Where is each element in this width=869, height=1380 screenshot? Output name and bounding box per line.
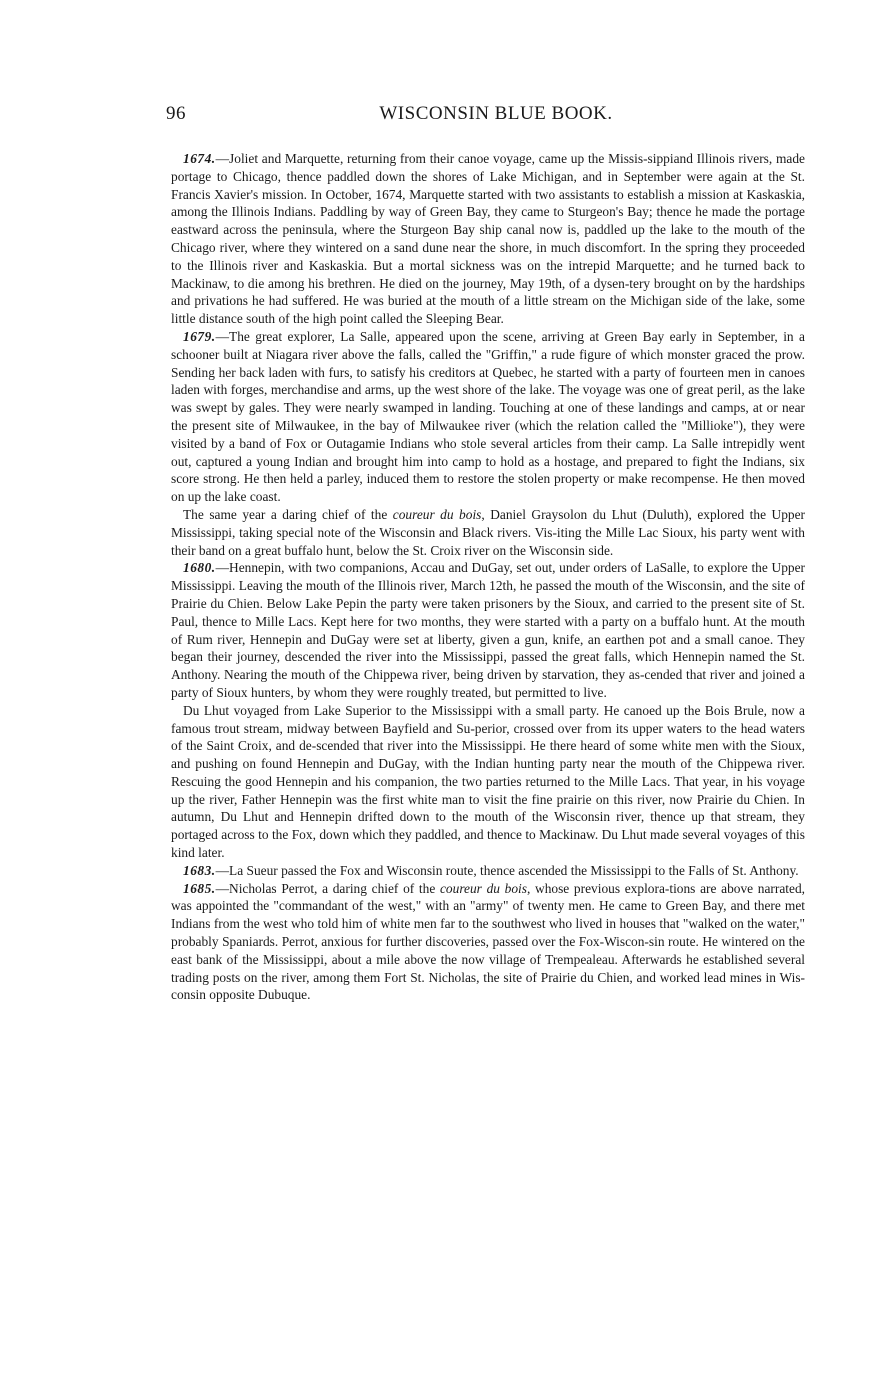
paragraph-text: —Hennepin, with two companions, Accau and DuGay, set out, under orders of LaSalle, to explore the Upper Mississippi. Leaving the mouth of the Illinois river, March 12th, he passed the mouth of the Wisconsin, and the site of Prairie du Chien. Below Lake Pepin the party were taken prisoners by the Sioux, and carried to the present site of St. Paul, thence to Mille Lacs. Kept here for two months, they were started with a party on a buffalo hunt. At the mouth of Rum river, Hennepin and DuGay were set at liberty, given a gun, knife, an earthen pot and a small canoe. They began their journey, descended the river into the Mississippi, passed the great falls, which Hennepin named the St. Anthony. Nearing the mouth of the Chippewa river, being driven by starvation, they as-cended that river and joined a party of Sioux hunters, by whom they were roughly treated, but permitted to live.	[171, 560, 805, 700]
year-heading: 1679.	[183, 328, 216, 344]
paragraph-du-lhut-1679	[171, 506, 805, 559]
paragraph-text: , Daniel Graysolon du Lhut (Duluth), explored the Upper Mississippi, taking special note of the Wisconsin and Black rivers. Vis-iting the Mille Lac Sioux, his party went with their band on a great buffalo hunt, below the St. Croix river on the Wisconsin side.	[171, 506, 805, 558]
paragraph-1683	[171, 862, 805, 880]
year-heading: 1674.	[183, 151, 216, 166]
paragraph-text: Du Lhut voyaged from Lake Superior to the Mississippi with a small party. He canoed up the Bois Brule, now a famous trout stream, midway between Bayfield and Su-perior, crossed over from its upper waters to the head waters of the Saint Croix, and de-scended that river into the Mississippi. He there heard of some white men with the Sioux, and pushing on found Hennepin and DuGay, with the Indian hunting party near the mouth of the Chippewa river. Rescuing the good Hennepin and his companion, the two parties returned to the Mille Lacs. That year, in his voyage up the river, Father Hennepin was the first white man to visit the fine prairie on this river, now Prairie du Chien. In autumn, Du Lhut and Hennepin drifted down to the mouth of the Wisconsin river, thence up that stream, they portaged across to the Fox, down which they paddled, and thence to Mackinaw. Du Lhut made several voyages of this kind later.	[171, 702, 805, 861]
paragraph-text: —The great explorer, La Salle, appeared upon the scene, arriving at Green Bay early in September, in a schooner built at Niagara river above the falls, called the "Griffin," a rude figure of which monster graced the prow. Sending her back laden with furs, to satisfy his creditors at Quebec, he started with a party of fourteen men in canoes laden with forges, merchandise and arms, up the west shore of the lake. The voyage was one of great peril, as the lake was swept by gales. They were nearly swamped in landing. Touching at one of these landings and camps, at or near the present site of Milwaukee, in the bay of Milwaukee river (which the relation called the "Millioke"), they were visited by a band of Fox or Outagamie Indians who stole several articles from their camp. La Salle intrepidly went out, captured a young Indian and brought him into camp to hold as a hostage, and prepared to fight the Indians, six score strong. He then held a parley, induced them to restore the stolen property or make recompense. He then moved on up the lake coast.	[171, 328, 805, 505]
page-number: 96	[166, 103, 186, 124]
paragraph-text: , whose previous explora-tions are above narrated, was appointed the "commandant of the west," with an "army" of twenty men. He came to Green Bay, and there met Indians from the west who told him of white men far to the southwest who lived in houses that "walked on the water," probably Spaniards. Perrot, anxious for further discoveries, passed over the Fox-Wiscon-sin route. He wintered on the east bank of the Mississippi, about a mile above the now village of Trempealeau. Afterwards he established several trading posts on the river, among them Fort St. Nicholas, the site of Prairie du Chien, and worked lead mines in Wis-consin opposite Dubuque.	[171, 880, 805, 1003]
year-heading: 1680.	[183, 560, 216, 576]
paragraph-1685	[171, 880, 805, 1005]
paragraph-1674	[171, 150, 805, 328]
paragraph-text: —Nicholas Perrot, a daring chief of the	[215, 880, 440, 896]
year-heading: 1685.	[183, 880, 216, 896]
paragraph-text: —La Sueur passed the Fox and Wisconsin route, thence ascended the Mississippi to the Falls of St. Anthony.	[215, 862, 799, 878]
body-text	[171, 150, 805, 1004]
running-head	[166, 103, 806, 133]
italic-term: coureur du bois	[439, 880, 527, 896]
running-title: WISCONSIN BLUE BOOK.	[379, 103, 613, 124]
paragraph-du-lhut-1680	[171, 702, 805, 862]
paragraph-text: The same year a daring chief of the	[183, 506, 393, 522]
paragraph-1679	[171, 328, 805, 506]
paragraph-1680	[171, 559, 805, 701]
italic-term: coureur du bois	[392, 506, 482, 522]
year-heading: 1683.	[183, 862, 216, 878]
paragraph-text: —Joliet and Marquette, returning from their canoe voyage, came up the Missis-sippiand Illinois rivers, made portage to Chicago, thence paddled down the shores of Lake Michigan, and in September were again at the St. Francis Xavier's mission. In October, 1674, Marquette started with two assistants to establish a mission at Kaskaskia, among the Illinois Indians. Paddling by way of Green Bay, they came to Sturgeon's Bay; thence he made the portage eastward across the peninsula, where the Sturgeon Bay ship canal now is, paddled up the lake to the mouth of the Chicago river, where they wintered on a sand dune near the shore, in much discomfort. In the spring they proceeded to the Illinois river and Kaskaskia. But a mortal sickness was on the intrepid Marquette; and he turned back to Mackinaw, to die among his brethren. He died on the journey, May 19th, of a dysen-tery brought on by the hardships and privations he had suffered. He was buried at the mouth of a little stream on the Michigan side of the lake, some little distance south of the high point called the Sleeping Bear.	[171, 151, 805, 327]
